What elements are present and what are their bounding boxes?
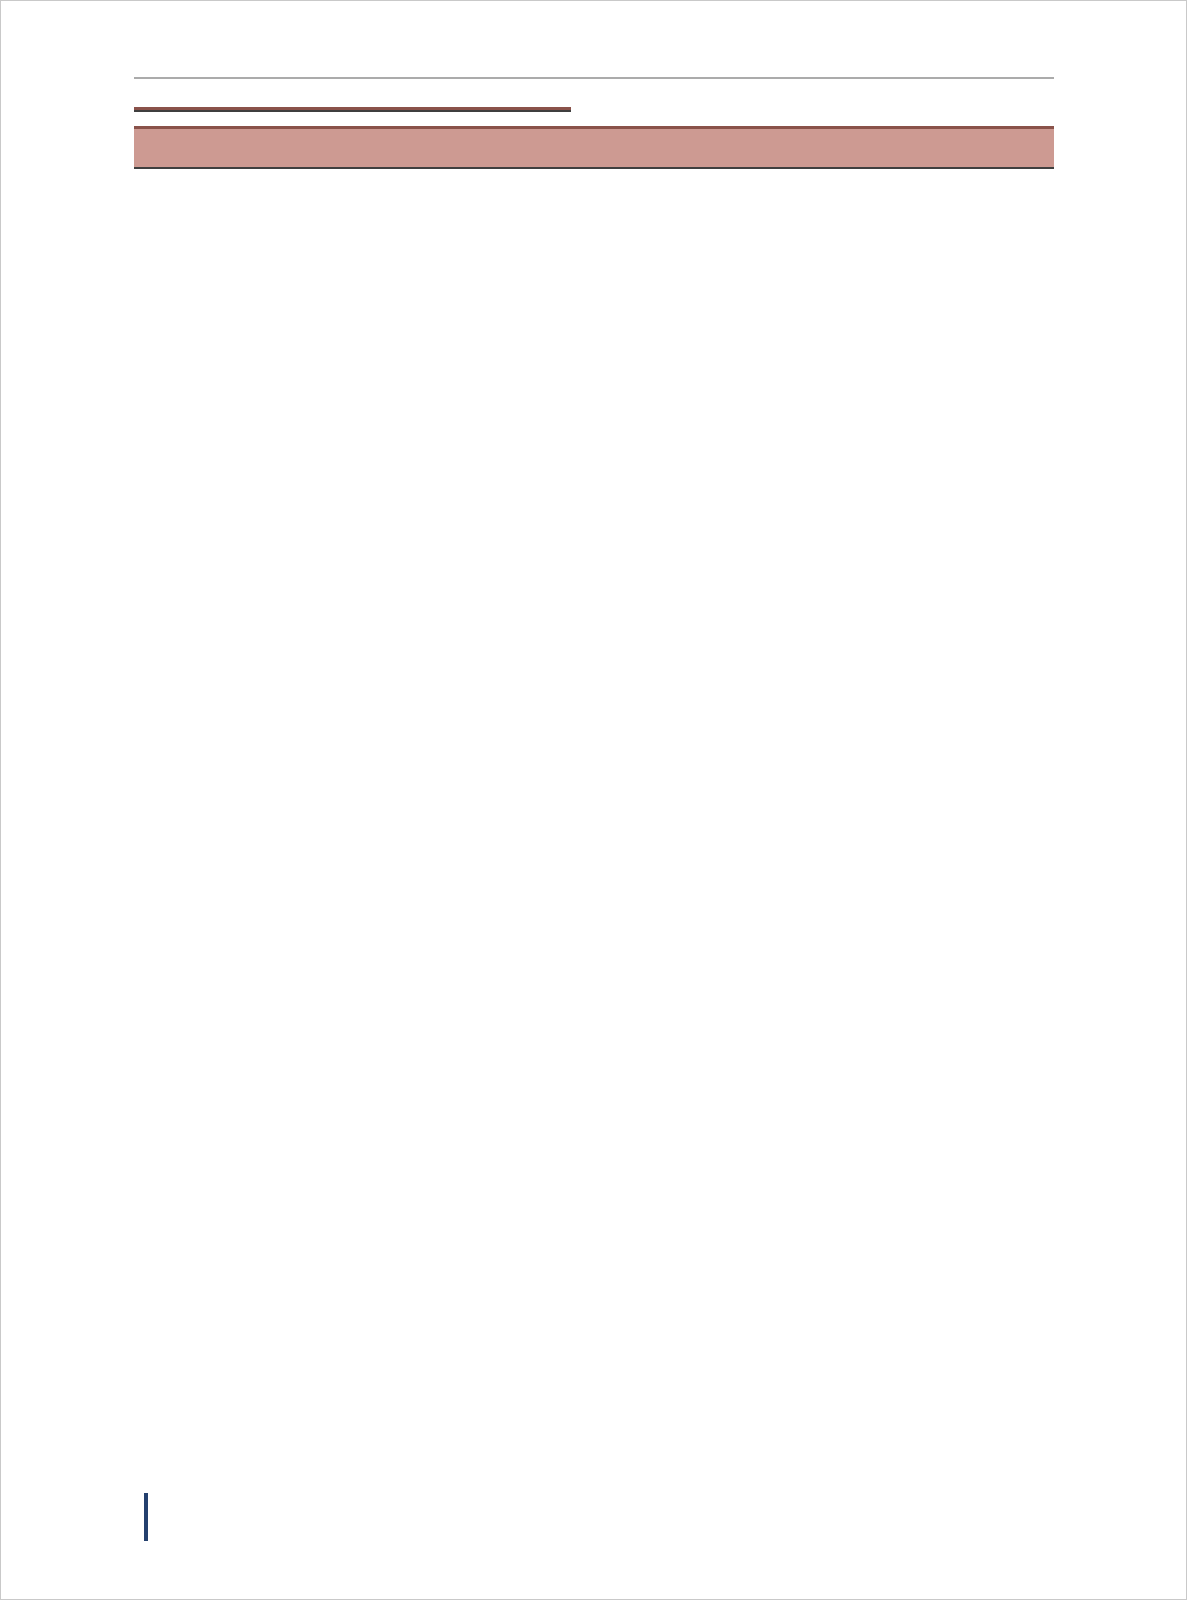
table14-header-row [134, 129, 1054, 167]
footer-divider [144, 1493, 148, 1541]
two-column-area [134, 95, 1054, 112]
page-footer [134, 1493, 158, 1541]
table14 [134, 126, 1054, 169]
left-column [134, 95, 571, 112]
right-column [595, 95, 1054, 112]
page-header [134, 67, 1054, 79]
table13-block [134, 107, 571, 112]
table14-block [134, 126, 1054, 169]
table13 [134, 107, 571, 112]
